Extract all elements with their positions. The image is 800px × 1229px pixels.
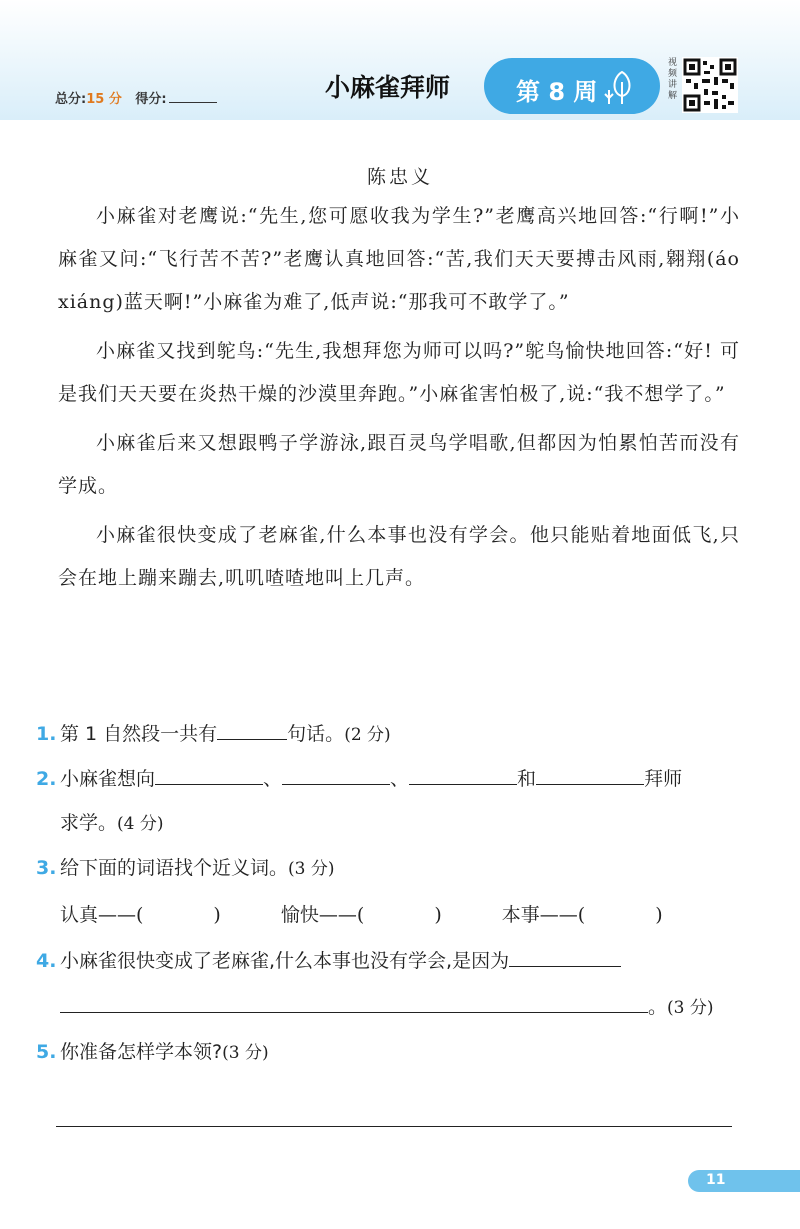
question-text: 第 1 自然段一共有: [60, 723, 218, 745]
question-5: [36, 1030, 740, 1075]
question-4: [36, 939, 740, 983]
score-blank[interactable]: [169, 80, 217, 103]
question-number: 1.: [36, 723, 57, 745]
question-text: 和: [517, 768, 537, 790]
question-text: 求学。: [60, 812, 118, 834]
question-4-continued: [36, 985, 740, 1030]
paragraph-3: 小麻雀后来又想跟鸭子学游泳,跟百灵鸟学唱歌,但都因为怕累怕苦而没有学成。: [58, 432, 740, 497]
article-author: 陈忠义: [366, 166, 433, 188]
page-number-tab: [688, 1170, 800, 1192]
separator: 、: [263, 768, 283, 790]
question-text: 拜师: [644, 768, 683, 790]
question-points: (3 分): [288, 859, 335, 879]
question-2: [36, 757, 740, 846]
questions-section: [36, 712, 740, 1127]
answer-blank[interactable]: [143, 899, 213, 921]
separator: 、: [390, 768, 410, 790]
answer-blank[interactable]: [585, 899, 655, 921]
paragraph-1: 小麻雀对老鹰说:“先生,您可愿收我为学生?”老鹰高兴地回答:“行啊!”小麻雀又问:“飞行苦不苦?”老鹰认真地回答:“苦,我们天天要搏击风雨,翱翔(áo xiáng)蓝天啊!”小麻雀为难了,低声说:“那我可不敢学了。”: [58, 205, 740, 313]
answer-blank[interactable]: [217, 717, 287, 740]
question-text: 。: [648, 996, 668, 1018]
question-points: (3 分): [222, 1043, 269, 1063]
question-number: 3.: [36, 857, 57, 879]
question-points: (4 分): [117, 814, 164, 834]
answer-line[interactable]: [56, 1125, 732, 1127]
answer-blank[interactable]: [364, 899, 434, 921]
answer-blank[interactable]: [60, 990, 648, 1013]
question-text: 句话。: [287, 723, 345, 745]
answer-blank[interactable]: [509, 944, 621, 967]
question-text: 你准备怎样学本领?: [60, 1041, 223, 1063]
page-title: 小麻雀拜师: [325, 73, 451, 102]
week-label: 第 8 周: [516, 78, 598, 106]
question-number: 2.: [36, 768, 57, 790]
total-value: 15 分: [86, 92, 122, 107]
answer-blank[interactable]: [536, 762, 644, 785]
score-row: [55, 80, 217, 107]
question-number: 5.: [36, 1041, 57, 1063]
page-number: 11: [706, 1172, 726, 1188]
article-body: [58, 195, 740, 606]
answer-blank[interactable]: [155, 762, 263, 785]
answer-blank[interactable]: [409, 762, 517, 785]
score-label: 得分:: [135, 92, 167, 107]
qr-code-icon[interactable]: [682, 57, 738, 113]
question-text: 小麻雀想向: [60, 768, 156, 790]
synonym-item: 认真——( ): [60, 891, 221, 939]
question-text: 给下面的词语找个近义词。: [60, 857, 289, 879]
synonym-item: 本事——( ): [502, 891, 663, 939]
total-label: 总分:: [55, 92, 87, 107]
paragraph-2: 小麻雀又找到鸵鸟:“先生,我想拜您为师可以吗?”鸵鸟愉快地回答:“好! 可是我们天天要在炎热干燥的沙漠里奔跑。”小麻雀害怕极了,说:“我不想学了。”: [58, 340, 740, 405]
question-number: 4.: [36, 950, 57, 972]
question-points: (3 分): [667, 998, 714, 1018]
paragraph-4: 小麻雀很快变成了老麻雀,什么本事也没有学会。他只能贴着地面低飞,只会在地上蹦来蹦去,叽叽喳喳地叫上几声。: [58, 524, 740, 589]
qr-label: 视频讲解: [668, 58, 678, 101]
question-3: [36, 846, 740, 891]
synonym-row: [36, 891, 740, 939]
tree-icon: [600, 68, 640, 108]
question-points: (2 分): [344, 725, 391, 745]
answer-blank[interactable]: [282, 762, 390, 785]
synonym-item: 愉快——( ): [281, 891, 442, 939]
question-1: [36, 712, 740, 757]
question-text: 小麻雀很快变成了老麻雀,什么本事也没有学会,是因为: [60, 950, 510, 972]
